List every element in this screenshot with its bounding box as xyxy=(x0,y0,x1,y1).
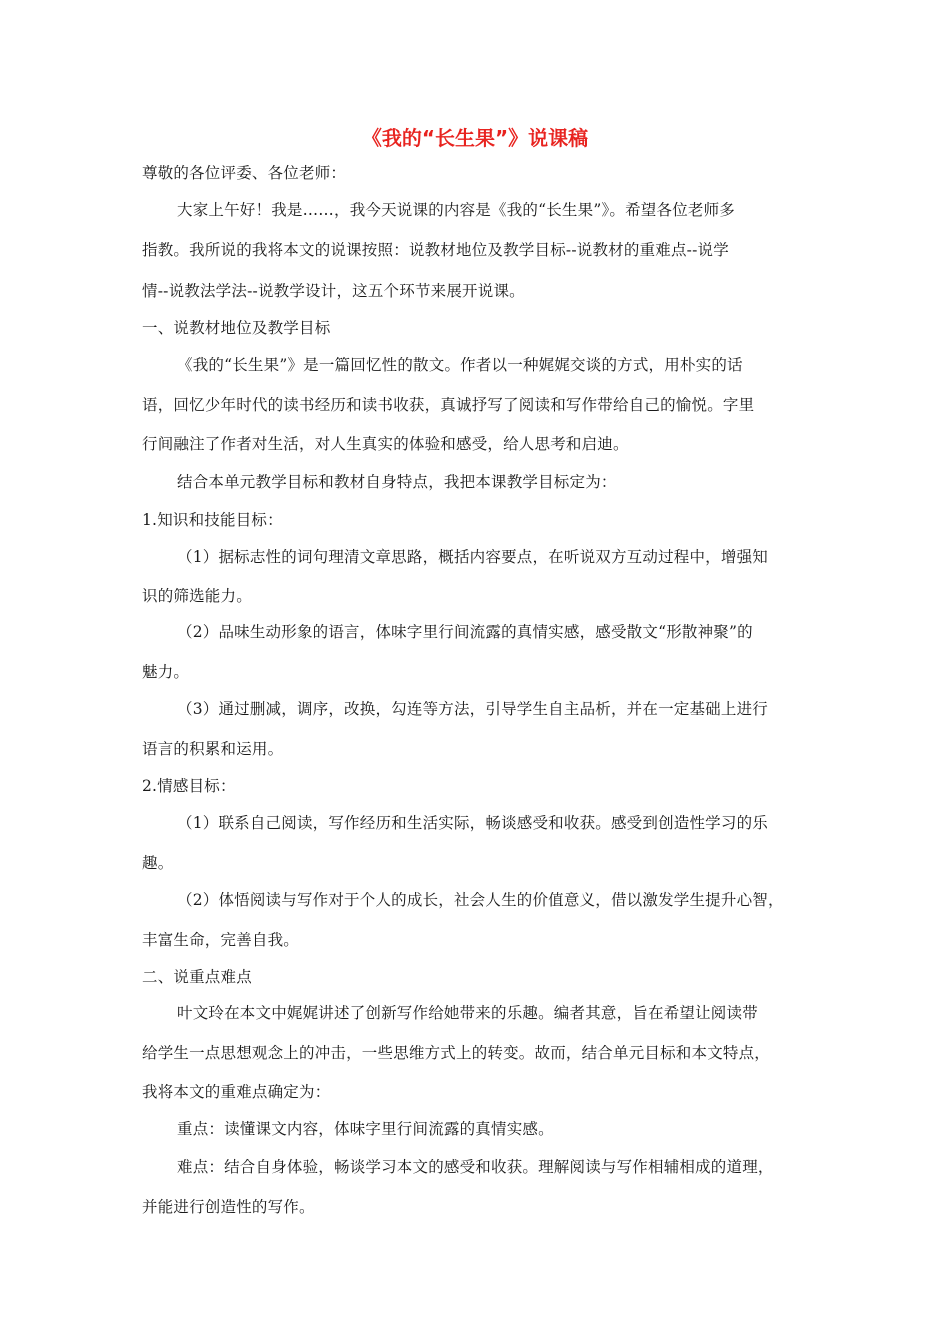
paragraph-line: 结合本单元教学目标和教材自身特点，我把本课教学目标定为： xyxy=(177,473,617,491)
difficulty-line: 难点：结合自身体验，畅谈学习本文的感受和收获。理解阅读与写作相辅相成的道理， xyxy=(177,1158,774,1176)
paragraph-line: 叶文玲在本文中娓娓讲述了创新写作给她带来的乐趣。编者其意，旨在希望让阅读带 xyxy=(177,1004,758,1022)
list-item-line: （1）据标志性的词句理清文章思路，概括内容要点，在听说双方互动过程中，增强知 xyxy=(177,548,768,566)
list-item-line: 语言的积累和运用。 xyxy=(142,740,284,758)
list-item-line: （2）品味生动形象的语言，体味字里行间流露的真情实感，感受散文“形散神聚”的 xyxy=(177,623,753,641)
list-item-line: 丰富生命，完善自我。 xyxy=(142,931,300,949)
section-heading: 一、说教材地位及教学目标 xyxy=(142,319,331,337)
difficulty-line: 并能进行创造性的写作。 xyxy=(142,1198,315,1216)
subsection-heading: 1.知识和技能目标： xyxy=(142,511,283,529)
subsection-heading: 2.情感目标： xyxy=(142,777,236,795)
list-item-line: 趣。 xyxy=(142,854,174,872)
paragraph-line: 指教。我所说的我将本文的说课按照：说教材地位及教学目标--说教材的重难点--说学 xyxy=(142,241,729,259)
key-point-line: 重点：读懂课文内容，体味字里行间流露的真情实感。 xyxy=(177,1120,554,1138)
section-heading: 二、说重点难点 xyxy=(142,968,252,986)
list-item-line: （3）通过删减，调序，改换，勾连等方法，引导学生自主品析，并在一定基础上进行 xyxy=(177,700,768,718)
greeting-line: 尊敬的各位评委、各位老师： xyxy=(142,164,347,182)
paragraph-line: 情--说教法学法--说教学设计，这五个环节来展开说课。 xyxy=(142,282,525,300)
paragraph-line: 《我的“长生果”》是一篇回忆性的散文。作者以一种娓娓交谈的方式，用朴实的话 xyxy=(177,356,743,374)
paragraph-line: 语，回忆少年时代的读书经历和读书收获，真诚抒写了阅读和写作带给自己的愉悦。字里 xyxy=(142,396,755,414)
list-item-line: 识的筛选能力。 xyxy=(142,587,252,605)
paragraph-line: 行间融注了作者对生活，对人生真实的体验和感受，给人思考和启迪。 xyxy=(142,435,629,453)
paragraph-line: 大家上午好！我是……，我今天说课的内容是《我的“长生果”》。希望各位老师多 xyxy=(177,201,736,219)
list-item-line: （1）联系自己阅读，写作经历和生活实际，畅谈感受和收获。感受到创造性学习的乐 xyxy=(177,814,768,832)
paragraph-line: 我将本文的重难点确定为： xyxy=(142,1083,331,1101)
paragraph-line: 给学生一点思想观念上的冲击，一些思维方式上的转变。故而，结合单元目标和本文特点， xyxy=(142,1044,771,1062)
list-item-line: 魅力。 xyxy=(142,663,190,681)
list-item-line: （2）体悟阅读与写作对于个人的成长，社会人生的价值意义，借以激发学生提升心智， xyxy=(177,891,784,909)
document-title: 《我的“长生果”》说课稿 xyxy=(361,126,589,150)
